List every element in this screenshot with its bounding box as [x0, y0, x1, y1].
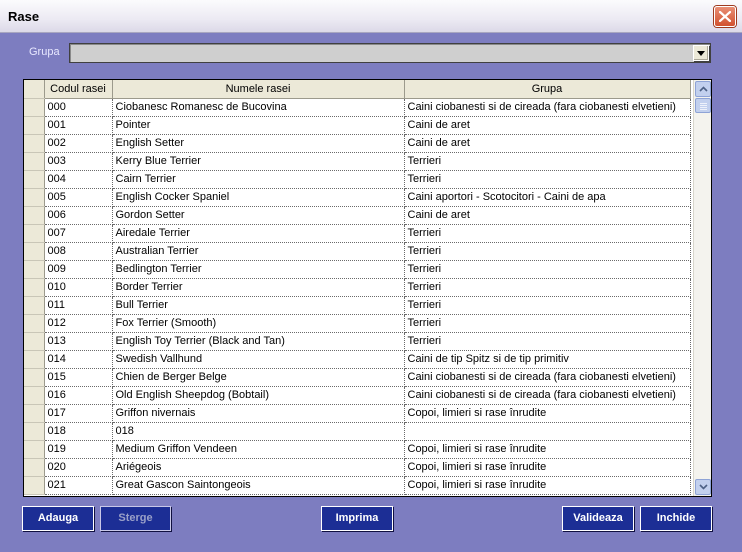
vertical-scrollbar[interactable] [693, 80, 711, 496]
row-selector[interactable] [24, 350, 44, 368]
cell-code[interactable]: 020 [44, 458, 112, 476]
cell-group[interactable]: Terrieri [404, 260, 690, 278]
grupa-select[interactable] [69, 43, 711, 63]
cell-code[interactable]: 019 [44, 440, 112, 458]
row-selector[interactable] [24, 116, 44, 134]
row-selector[interactable] [24, 368, 44, 386]
cell-name[interactable]: Bedlington Terrier [112, 260, 404, 278]
table-row[interactable] [24, 188, 690, 206]
row-selector[interactable] [24, 332, 44, 350]
column-header-name[interactable]: Numele rasei [112, 80, 404, 98]
table-row[interactable] [24, 242, 690, 260]
thumb-grip [700, 105, 707, 106]
row-selector[interactable] [24, 98, 44, 116]
breeds-grid[interactable] [23, 79, 712, 497]
cell-group[interactable] [404, 422, 690, 440]
cell-group[interactable]: Terrieri [404, 242, 690, 260]
table-row[interactable] [24, 116, 690, 134]
cell-group[interactable]: Caini de aret [404, 116, 690, 134]
table-row[interactable] [24, 296, 690, 314]
cell-code[interactable]: 006 [44, 206, 112, 224]
cell-name[interactable]: Chien de Berger Belge [112, 368, 404, 386]
table-row[interactable] [24, 224, 690, 242]
print-button[interactable]: Imprima [321, 506, 393, 531]
table-row[interactable] [24, 260, 690, 278]
close-x-icon [719, 11, 731, 22]
cell-code[interactable]: 012 [44, 314, 112, 332]
thumb-grip [700, 107, 707, 108]
close-button[interactable]: Inchide [640, 506, 712, 531]
cell-name[interactable]: Airedale Terrier [112, 224, 404, 242]
chevron-down-icon [699, 484, 708, 490]
cell-group[interactable]: Terrieri [404, 332, 690, 350]
cell-group[interactable]: Copoi, limieri si rase înrudite [404, 440, 690, 458]
table-row[interactable] [24, 152, 690, 170]
cell-group[interactable]: Terrieri [404, 314, 690, 332]
cell-name[interactable]: Bull Terrier [112, 296, 404, 314]
cell-name[interactable]: Cairn Terrier [112, 170, 404, 188]
cell-code[interactable]: 004 [44, 170, 112, 188]
row-selector[interactable] [24, 296, 44, 314]
row-selector[interactable] [24, 404, 44, 422]
cell-name[interactable]: English Cocker Spaniel [112, 188, 404, 206]
cell-code[interactable]: 009 [44, 260, 112, 278]
thumb-grip [700, 109, 707, 110]
row-selector[interactable] [24, 134, 44, 152]
delete-button[interactable]: Sterge [100, 506, 171, 531]
row-selector[interactable] [24, 278, 44, 296]
cell-code[interactable]: 005 [44, 188, 112, 206]
cell-name[interactable]: Great Gascon Saintongeois [112, 476, 404, 494]
row-selector[interactable] [24, 314, 44, 332]
row-selector[interactable] [24, 386, 44, 404]
cell-group[interactable]: Terrieri [404, 170, 690, 188]
row-selector[interactable] [24, 206, 44, 224]
title-bar [0, 0, 742, 33]
table-row[interactable] [24, 206, 690, 224]
row-selector[interactable] [24, 260, 44, 278]
scroll-down-button[interactable] [695, 479, 711, 495]
cell-code[interactable]: 011 [44, 296, 112, 314]
cell-name[interactable]: Pointer [112, 116, 404, 134]
row-selector[interactable] [24, 170, 44, 188]
cell-group[interactable]: Terrieri [404, 278, 690, 296]
chevron-down-icon [697, 51, 705, 56]
column-header-group[interactable]: Grupa [404, 80, 690, 98]
table-row[interactable] [24, 404, 690, 422]
cell-name[interactable]: Griffon nivernais [112, 404, 404, 422]
table-row[interactable] [24, 314, 690, 332]
chevron-up-icon [699, 86, 708, 92]
column-header-code[interactable]: Codul rasei [44, 80, 112, 98]
cell-code[interactable]: 002 [44, 134, 112, 152]
row-selector[interactable] [24, 476, 44, 494]
header-row [24, 80, 690, 98]
cell-code[interactable]: 010 [44, 278, 112, 296]
cell-name[interactable]: Ciobanesc Romanesc de Bucovina [112, 98, 404, 116]
cell-group[interactable]: Caini de tip Spitz si de tip primitiv [404, 350, 690, 368]
cell-code[interactable]: 001 [44, 116, 112, 134]
cell-group[interactable]: Caini de aret [404, 134, 690, 152]
row-selector[interactable] [24, 242, 44, 260]
scroll-up-button[interactable] [695, 81, 711, 97]
cell-name[interactable]: Old English Sheepdog (Bobtail) [112, 386, 404, 404]
cell-name[interactable]: 018 [112, 422, 404, 440]
table-row[interactable] [24, 332, 690, 350]
cell-code[interactable]: 015 [44, 368, 112, 386]
cell-group[interactable]: Caini ciobanesti si de cireada (fara ciobanesti elvetieni) [404, 98, 690, 116]
row-selector[interactable] [24, 422, 44, 440]
cell-code[interactable]: 017 [44, 404, 112, 422]
table-row[interactable] [24, 170, 690, 188]
cell-name[interactable]: Border Terrier [112, 278, 404, 296]
cell-name[interactable]: Kerry Blue Terrier [112, 152, 404, 170]
table-row[interactable] [24, 458, 690, 476]
add-button[interactable]: Adauga [22, 506, 94, 531]
table-row[interactable] [24, 98, 690, 116]
cell-code[interactable]: 018 [44, 422, 112, 440]
cell-code[interactable]: 000 [44, 98, 112, 116]
cell-name[interactable]: Medium Griffon Vendeen [112, 440, 404, 458]
cell-group[interactable]: Copoi, limieri si rase înrudite [404, 404, 690, 422]
table-row[interactable] [24, 278, 690, 296]
cell-group[interactable]: Copoi, limieri si rase înrudite [404, 458, 690, 476]
cell-group[interactable]: Copoi, limieri si rase înrudite [404, 476, 690, 494]
cell-group[interactable]: Caini aportori - Scotocitori - Caini de apa [404, 188, 690, 206]
cell-name[interactable]: Australian Terrier [112, 242, 404, 260]
table-row[interactable] [24, 440, 690, 458]
cell-code[interactable]: 013 [44, 332, 112, 350]
cell-name[interactable]: Swedish Vallhund [112, 350, 404, 368]
grupa-dropdown-button[interactable] [693, 45, 709, 61]
close-window-button[interactable] [714, 6, 736, 27]
row-selector[interactable] [24, 152, 44, 170]
header-corner [24, 80, 44, 98]
table-row[interactable] [24, 476, 690, 494]
cell-name[interactable]: English Toy Terrier (Black and Tan) [112, 332, 404, 350]
cell-group[interactable]: Terrieri [404, 152, 690, 170]
cell-code[interactable]: 021 [44, 476, 112, 494]
table-row[interactable] [24, 134, 690, 152]
cell-name[interactable]: English Setter [112, 134, 404, 152]
cell-name[interactable]: Gordon Setter [112, 206, 404, 224]
row-selector[interactable] [24, 188, 44, 206]
cell-code[interactable]: 003 [44, 152, 112, 170]
scroll-thumb[interactable] [695, 98, 711, 113]
table-row[interactable] [24, 422, 690, 440]
row-selector[interactable] [24, 224, 44, 242]
cell-name[interactable]: Fox Terrier (Smooth) [112, 314, 404, 332]
cell-code[interactable]: 007 [44, 224, 112, 242]
cell-group[interactable]: Terrieri [404, 296, 690, 314]
cell-group[interactable]: Caini de aret [404, 206, 690, 224]
cell-name[interactable]: Ariégeois [112, 458, 404, 476]
breeds-table [24, 80, 691, 495]
cell-code[interactable]: 016 [44, 386, 112, 404]
table-row[interactable] [24, 386, 690, 404]
row-selector[interactable] [24, 440, 44, 458]
window-title: Rase [8, 9, 40, 24]
cell-group[interactable]: Caini ciobanesti si de cireada (fara ciobanesti elvetieni) [404, 368, 690, 386]
cell-group[interactable]: Caini ciobanesti si de cireada (fara ciobanesti elvetieni) [404, 386, 690, 404]
cell-code[interactable]: 008 [44, 242, 112, 260]
cell-group[interactable]: Terrieri [404, 224, 690, 242]
thumb-grip [700, 103, 707, 104]
row-selector[interactable] [24, 458, 44, 476]
validate-button[interactable]: Valideaza [562, 506, 634, 531]
table-row[interactable] [24, 350, 690, 368]
table-row[interactable] [24, 368, 690, 386]
grupa-label: Grupa [29, 46, 60, 58]
cell-code[interactable]: 014 [44, 350, 112, 368]
